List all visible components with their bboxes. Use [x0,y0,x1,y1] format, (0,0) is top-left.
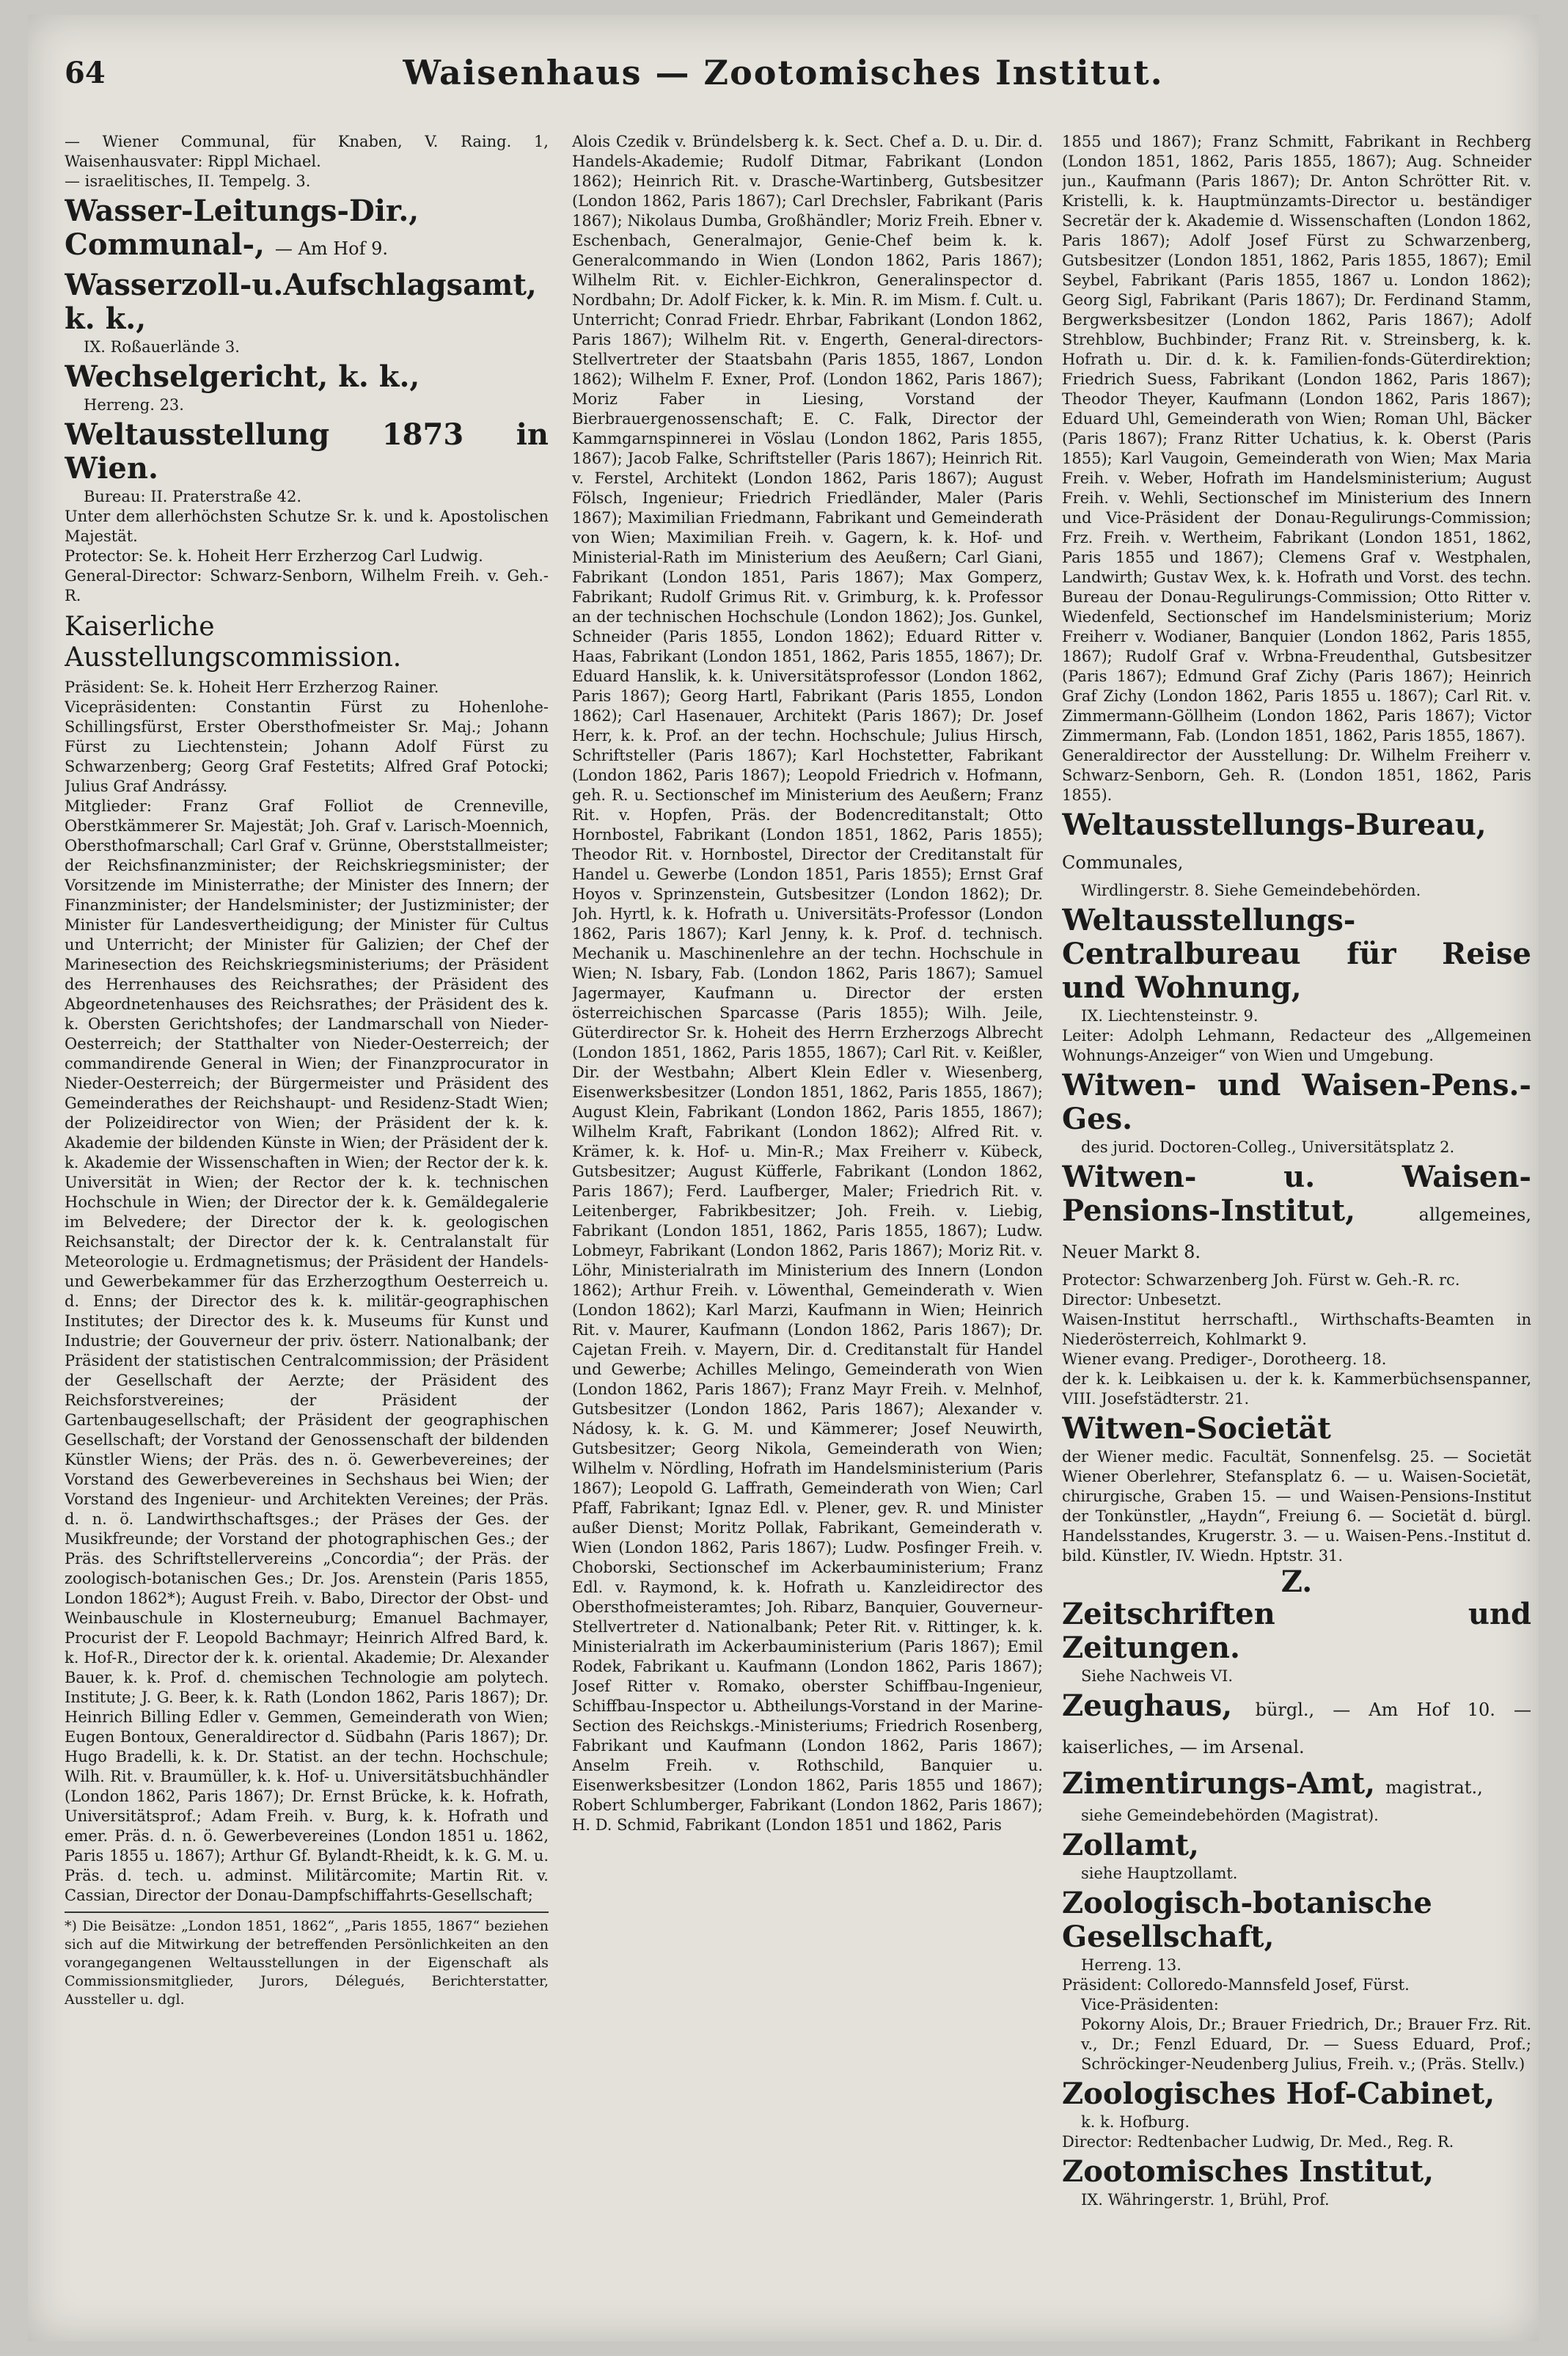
heading-zeughaus [1062,1689,1531,1764]
heading-weltausstellungs-bureau [1062,808,1531,879]
heading-zoologisch-botanisch: Zoologisch-botanische Gesellschaft, [1062,1886,1432,1954]
heading-zeughaus-title: Zeughaus, [1062,1689,1233,1723]
zoologisch-botanisch-praesident: Präsident: Colloredo-Mannsfeld Josef, Fürst. [1062,1976,1410,1994]
heading-zimentirungsamt [1062,1767,1531,1804]
section-letter: Z. [1281,1565,1313,1599]
heading-zeughaus-rest: bürgl., — Am Hof 10. — kaiserliches, — im Arsenal. [1062,1700,1531,1757]
book-page [28,15,1539,2341]
hofcabinet-address: k. k. Hofburg. [1081,2113,1190,2131]
commission-members-continued: Alois Czedik v. Bründelsberg k. k. Sect. Chef a. D. u. Dir. d. Handels-Akademie; Rudolf Ditmar, Fabrikant (London 1862); Heinrich Rit. v. Drasche-Wartinberg, Gutsbesitzer (London 1862, Paris 1867); Carl Drechsler, Fabrikant (Paris 1867); Nikolaus Dumba, Großhändler; Moriz Freih. Ebner v. Eschenbach, Generalmajor, Genie-Chef beim k. k. Generalcommando in Wien (London 1862, Paris 1867); Wilhelm Rit. v. Eichler-Eichkron, Generalinspector d. Nordbahn; Dr. Adolf Ficker, k. k. Min. R. im Mism. f. Cult. u. Unterricht; Conrad Friedr. Ehrbar, Fabrikant (London 1862, Paris 1867); Wilhelm Rit. v. Engerth, General-directors-Stellvertreter der Staatsbahn (Paris 1855, 1867, London 1862); Wilhelm F. Exner, Prof. (London 1862, Paris 1867); Moriz Faber in Liesing, Vorstand der Bierbrauergenossenschaft; E. C. Falk, Director der Kammgarnspinnerei in Vöslau (London 1862, Paris 1855, 1867); Jacob Falke, Schriftsteller (Paris 1867); Heinrich Rit. v. Ferstel, Architekt (London 1862, Paris 1867); August Fölsch, Ingenieur; Friedrich Friedländer, Maler (Paris 1867); Maximilian Friedmann, Fabrikant und Gemeinderath von Wien; Maximilian Freih. v. Gagern, k. k. Hof- und Ministerial-Rath im Ministerium des Aeußern; Carl Giani, Fabrikant (London 1851, Paris 1867); Max Gomperz, Fabrikant; Rudolf Grimus Rit. v. Grimburg, k. k. Professor an der technischen Hochschule (London 1862); Jos. Gunkel, Schneider (Paris 1855, London 1862); Eduard Ritter v. Haas, Fabrikant (London 1851, 1862, Paris 1855, 1867); Dr. Eduard Hanslik, k. k. Universitätsprofessor (London 1862, Paris 1867); Georg Hartl, Fabrikant (Paris 1855, London 1862); Carl Hasenauer, Architekt (Paris 1867); Dr. Josef Herr, k. k. Prof. an der techn. Hochschule; Julius Hirsch, Schriftsteller (Paris 1867); Karl Hochstetter, Fabrikant (London 1862, Paris 1867); Leopold Friedrich v. Hofmann, geh. R. u. Sectionschef im Ministerium des Aeußern; Franz Rit. v. Hopfen, Präs. der Bodencreditanstalt; Otto Hornbostel, Fabrikant (London 1851, 1862, Paris 1855); Theodor Rit. v. Hornbostel, Director der Creditanstalt für Handel u. Gewerbe (London 1851, Paris 1855); Ernst Graf Hoyos v. Sprinzenstein, Gutsbesitzer (London 1862); Dr. Joh. Hyrtl, k. k. Hofrath u. Universitäts-Professor (London 1862, Paris 1867); Karl Jenny, k. k. Prof. d. technisch. Mechanik u. Maschinenlehre an der techn. Hochschule in Wien; N. Isbary, Fab. (London 1862, Paris 1867); Samuel Jagermayer, Kaufmann u. Director der ersten österreichischen Sparcasse (Paris 1855); Wilh. Jeile, Güterdirector Sr. k. Hoheit des Herrn Erzherzogs Albrecht (London 1851, 1862, Paris 1855, 1867); Carl Rit. v. Keißler, Dir. der Westbahn; Albert Klein Edler v. Wiesenberg, Eisenwerksbesitzer (London 1851, 1862, Paris 1855, 1867); August Klein, Fabrikant (London 1862, Paris 1855, 1867); Wilhelm Kraft, Fabrikant (London 1862); Alfred Rit. v. Krämer, k. k. Hof- u. Min-R.; Max Freiherr v. Kübeck, Gutsbesitzer; August Küfferle, Fabrikant (London 1862, Paris 1867); Ferd. Laufberger, Maler; Friedrich Rit. v. Leitenberger, Fabrikbesitzer; Joh. Freih. v. Liebig, Fabrikant (London 1851, 1862, Paris 1855, 1867); Ludw. Lobmeyr, Fabrikant (London 1862, Paris 1867); Moriz Rit. v. Löhr, Ministerialrath im Ministerium des Innern (London 1862); Arthur Freih. v. Löwenthal, Gemeinderath v. Wien (London 1862); Karl Marzi, Kaufmann in Wien; Heinrich Rit. v. Maurer, Kaufmann (London 1862, Paris 1867); Dr. Cajetan Freih. v. Mayern, Dir. d. Creditanstalt für Handel und Gewerbe; Achilles Melingo, Gemeinderath von Wien (London 1862, Paris 1867); Franz Mayr Freih. v. Melnhof, Gutsbesitzer (London 1862, Paris 1867); Alexander v. Nádosy, k. k. G. M. und Kämmerer; Josef Neuwirth, Gutsbesitzer; Georg Nikola, Gemeinderath von Wien; Wilhelm v. Nördling, Hofrath im Handelsministerium (Paris 1867); Leopold G. Laffrath, Gemeinderath von Wien; Carl Pfaff, Fabrikant; Ignaz Edl. v. Plener, gev. R. und Minister außer Dienst; Moritz Pollak, Fabrikant, Gemeinderath v. Wien (London 1862, Paris 1867); Ludw. Posfinger Freih. v. Choborski, Sectionschef im Ackerbauministerium; Franz Edl. v. Raymond, k. k. Hofrath u. Kanzleidirector des Obersthofmeisteramtes; Joh. Ribarz, Banquier, Gouverneur-Stellvertreter d. Nationalbank; Peter Rit. v. Rittinger, k. k. Ministerialrath im Ackerbauministerium (Paris 1867); Emil Rodek, Fabrikant u. Kaufmann (London 1862, Paris 1867); Josef Ritter v. Romako, oberster Schiffbau-Ingenieur, Schiffbau-Inspector u. Abtheilungs-Vorstand in der Marine-Section des Reichskgs.-Ministeriums; Friedrich Rosenberg, Fabrikant und Kaufmann (London 1862, Paris 1867); Anselm Freih. v. Rothschild, Banquier u. Eisenwerksbesitzer (London 1862, Paris 1855 und 1867); Robert Schlumberger, Fabrikant (London 1862, Paris 1867); H. D. Schmid, Fabrikant (London 1851 und 1862, Paris [572,133,1043,1834]
entry-waisenhaus-communal: — Wiener Communal, für Knaben, V. Raing. 1, Waisenhausvater: Rippl Michael. [65,133,549,170]
heading-wechselgericht: Wechselgericht, k. k., [65,359,420,394]
heading-zootomisches-institut: Zootomisches Institut, [1062,2154,1435,2189]
heading-witwen-waisen-pens-ges: Witwen- und Waisen-Pens.-Ges. [1062,1068,1531,1136]
heading-zoologisches-hofcabinet: Zoologisches Hof-Cabinet, [1062,2077,1495,2111]
heading-witwen-societaet: Witwen-Societät [1062,1411,1331,1446]
weltausstellung-schutz: Unter dem allerhöchsten Schutze Sr. k. und k. Apostolischen Majestät. [65,508,549,545]
footnote-rule [65,1911,549,1913]
running-title: Waisenhaus — Zootomisches Institut. [403,53,1164,92]
heading-wasserleitung-address: — Am Hof 9. [274,238,389,259]
heading-pensions-institut-title: Witwen- u. Waisen-Pensions-Institut, [1062,1160,1531,1228]
zollamt-text: siehe Hauptzollamt. [1081,1865,1238,1882]
column-left [65,132,549,2303]
pensions-institut-entry-3: der k. k. Leibkaisen u. der k. k. Kammerbüchsenspanner, VIII. Josefstädterstr. 21. [1062,1370,1531,1408]
commission-vicepraesidenten: Vicepräsidenten: Constantin Fürst zu Hohenlohe-Schillingsfürst, Erster Obersthofmeister Sr. Maj.; Johann Fürst zu Liechtenstein; Johann Adolf Fürst zu Schwarzenberg; Georg Graf Festetits; Alfred Graf Potocki; Julius Graf Andrássy. [65,698,549,795]
heading-zollamt: Zollamt, [1062,1828,1199,1862]
page-number: 64 [65,56,106,90]
zeitschriften-text: Siehe Nachweis VI. [1081,1667,1234,1685]
pensions-institut-entry-2: Wiener evang. Prediger-, Dorotheerg. 18. [1062,1350,1387,1368]
heading-weltausstellungs-bureau-title: Weltausstellungs-Bureau, [1062,808,1487,842]
weltausstellung-bureau: Bureau: II. Praterstraße 42. [84,488,302,505]
zoologisch-botanisch-vize-label: Vice-Präsidenten: [1081,1996,1219,2013]
heading-pensions-institut-rest: allgemeines, Neuer Markt 8. [1062,1204,1531,1262]
footnote: *) Die Beisätze: „London 1851, 1862“, „Paris 1855, 1867“ beziehen sich auf die Mitwirkung der betreffenden Persönlichkeiten an den vorangegangenen Weltausstellungen in der Eigenschaft als Commissionsmitglieder, Jurors, Délegués, Berichterstatter, Aussteller u. dgl. [65,1918,549,2008]
heading-centralbureau: Weltausstellungs-Centralbureau für Reise und Wohnung, [1062,903,1531,1005]
weltausstellung-generaldirector: General-Director: Schwarz-Senborn, Wilhelm Freih. v. Geh.-R. [65,567,549,604]
heading-weltausstellungs-bureau-rest: Communales, [1062,852,1184,873]
witwen-societaet-text: der Wiener medic. Facultät, Sonnenfelsg. 25. — Societät Wiener Oberlehrer, Stefansplatz 6. — u. Waisen-Societät, chirurgische, Graben 15. — und Waisen-Pensions-Institut der Tonkünstler, „Haydn“, Freiung 6. — Societät d. bürgl. Handelsstandes, Krugerstr. 3. — u. Waisen-Pens.-Institut d. bild. Künstler, IV. Wiedn. Hptstr. 31. [1062,1448,1531,1565]
wasserzoll-address: IX. Roßauerlände 3. [84,338,240,356]
column-middle [572,132,1043,2303]
column-right [1062,132,1531,2303]
heading-zimentirungsamt-title: Zimentirungs-Amt, [1062,1766,1376,1801]
heading-pensions-institut [1062,1160,1531,1269]
commission-praesident: Präsident: Se. k. Hoheit Herr Erzherzog Rainer. [65,678,439,696]
hofcabinet-director: Director: Redtenbacher Ludwig, Dr. Med., Reg. R. [1062,2133,1454,2151]
entry-waisenhaus-israel: — israelitisches, II. Tempelg. 3. [65,172,311,190]
zimentirungsamt-text: siehe Gemeindebehörden (Magistrat). [1081,1807,1379,1824]
heading-wasserzoll: Wasserzoll-u.Aufschlagsamt, k. k., [65,268,537,336]
centralbureau-leiter: Leiter: Adolph Lehmann, Redacteur des „Allgemeinen Wohnungs-Anzeiger“ von Wien und Umgebung. [1062,1027,1531,1064]
pensions-institut-entry-1: Waisen-Institut herrschaftl., Wirthschafts-Beamten in Niederösterreich, Kohlmarkt 9. [1062,1311,1531,1348]
centralbureau-address: IX. Liechtensteinstr. 9. [1081,1007,1259,1025]
weltausstellung-protector: Protector: Se. k. Hoheit Herr Erzherzog Carl Ludwig. [65,547,483,565]
commission-mitglieder: Mitglieder: Franz Graf Folliot de Crenneville, Oberstkämmerer Sr. Majestät; Joh. Graf v. Larisch-Moennich, Obersthofmarschall; Carl Graf v. Grünne, Oberststallmeister; der Reichsfinanzminister; der Reichskriegsminister; der Vorsitzende im Ministerrathe; der Minister des Innern; der Finanzminister; der Handelsminister; der Justizminister; der Minister für Landesvertheidigung; der Minister für Cultus und Unterricht; der Minister für Galizien; der Chef der Marinesection des Reichskriegsministeriums; der Präsident des Herrenhauses des Reichsrathes; der Präsident des Abgeordnetenhauses des Reichsrathes; der Präsident des k. k. Obersten Gerichtshofes; der Landmarschall von Nieder-Oesterreich; der Statthalter von Nieder-Oesterreich; der commandirende General in Wien; der Finanzprocurator in Nieder-Oesterreich; der Bürgermeister und Präsident des Gemeinderathes der Reichshaupt- und Residenz-Stadt Wien; der Polizeidirector von Wien; der Präsident der k. k. Akademie der bildenden Künste in Wien; der Präsident der k. k. Akademie der Wissenschaften in Wien; der Rector der k. k. Universität in Wien; der Rector der k. k. technischen Hochschule in Wien; der Director der k. k. Gemäldegalerie im Belvedere; der Director der k. k. geologischen Reichsanstalt; der Director der k. k. Centralanstalt für Meteorologie u. Erdmagnetismus; der Präsident der Handels- und Gewerbekammer für das Erzherzogthum Oesterreich u. d. Enns; der Director des k. k. militär-geographischen Institutes; der Director des k. k. Museums für Kunst und Industrie; der Gouverneur der priv. österr. Nationalbank; der Präsident der statistischen Centralcommission; der Präsident der Gesellschaft der Aerzte; der Präsident des Reichsforstvereines; der Präsident der Gartenbaugesellschaft; der Präsident der geographischen Gesellschaft; der Vorstand der Genossenschaft der bildenden Künstler Wiens; der Präs. des n. ö. Gewerbevereines; der Vorstand des Gewerbevereines in Sechshaus bei Wien; der Vorstand des Ingenieur- und Architekten Vereines; der Präs. d. n. ö. Landwirthschaftsges.; der Präses der Ges. der Musikfreunde; der Vorstand der photographischen Ges.; der Präs. des Schriftstellervereins „Concordia“; der Präs. der zoologisch-botanischen Ges.; Dr. Jos. Arenstein (Paris 1855, London 1862*); August Freih. v. Babo, Director der Obst- und Weinbauschule in Klosterneuburg; Emanuel Bachmayer, Procurist der F. Leopold Bachmayr; Heinrich Alfred Bard, k. k. Hof-R., Director der k. k. oriental. Akademie; Dr. Alexander Bauer, k. k. Prof. d. chemischen Technologie am polytech. Institute; J. G. Beer, k. k. Rath (London 1862, Paris 1867); Dr. Heinrich Billing Edler v. Gemmen, Gemeinderath von Wien; Eugen Bontoux, Generaldirector d. Südbahn (Paris 1867); Dr. Hugo Bradelli, k. k. Dr. Statist. an der techn. Hochschule; Wilh. Rit. v. Braumüller, k. k. Hof- u. Universitätsbuchhändler (London 1862, Paris 1867); Dr. Ernst Brücke, k. k. Hofrath, Universitätsprof.; Adam Freih. v. Burg, k. k. Hofrath und emer. Präs. d. n. ö. Gewerbevereines (London 1851 u. 1862, Paris 1855 u. 1867); Arthur Gf. Bylandt-Rheidt, k. k. G. M. u. Präs. d. tech. u. adminst. Militärcomite; Martin Rit. v. Cassian, Director der Donau-Dampfschiffahrts-Gesellschaft; [65,797,549,1904]
commission-members-end: 1855 und 1867); Franz Schmitt, Fabrikant in Rechberg (London 1851, 1862, Paris 1855, 1867); Aug. Schneider jun., Kaufmann (Paris 1867); Dr. Anton Schrötter Rit. v. Kristelli, k. k. Hauptmünzamts-Director u. beständiger Secretär der k. Akademie d. Wissenschaften (London 1862, Paris 1867); Adolf Josef Fürst zu Schwarzenberg, Gutsbesitzer (London 1851, 1862, Paris 1855, 1867); Emil Seybel, Fabrikant (Paris 1855, 1867 u. London 1862); Georg Sigl, Fabrikant (Paris 1867); Dr. Ferdinand Stamm, Bergwerksbesitzer (London 1862, Paris 1867); Adolf Strehblow, Buchbinder; Franz Rit. v. Streinsberg, k. k. Hofrath u. Dir. d. k. k. Familien-fonds-Güterdirektion; Friedrich Suess, Fabrikant (London 1862, Paris 1867); Theodor Theyer, Kaufmann (London 1862, Paris 1867); Eduard Uhl, Gemeinderath von Wien; Roman Uhl, Bäcker (Paris 1867); Franz Ritter Uchatius, k. k. Oberst (Paris 1855); Karl Vaugoin, Gemeinderath von Wien; Max Maria Freih. v. Weber, Hofrath im Handelsministerium; August Freih. v. Wehli, Sectionschef im Ministerium des Innern und Vice-Präsident der Donau-Regulirungs-Commission; Frz. Freih. v. Wertheim, Fabrikant (London 1851, 1862, Paris 1855 und 1867); Clemens Graf v. Westphalen, Landwirth; Gustav Wex, k. k. Hofrath und Vorst. des techn. Bureau der Donau-Regulirungs-Commission; Otto Ritter v. Wiedenfeld, Sectionschef im Handelsministerium; Moriz Freiherr v. Wodianer, Banquier (London 1862, Paris 1855, 1867); Rudolf Graf v. Wrbna-Freudenthal, Gutsbesitzer (Paris 1867); Edmund Graf Zichy (Paris 1867); Heinrich Graf Zichy (London 1862, Paris 1855 u. 1867); Carl Rit. v. Zimmermann-Göllheim (London 1862, Paris 1867); Victor Zimmermann, Fab. (London 1851, 1862, Paris 1855, 1867). [1062,133,1531,745]
wechselgericht-address: Herreng. 23. [84,396,184,414]
zoologisch-botanisch-vize-names: Pokorny Alois, Dr.; Brauer Friedrich, Dr.; Brauer Frz. Rit. v., Dr.; Fenzl Eduard, Dr. — Suess Eduard, Prof.; Schröckinger-Neudenberg Julius, Freih. v.; (Präs. Stellv.) [1081,2016,1531,2073]
pensions-institut-protector: Protector: Schwarzenberg Joh. Fürst w. Geh.-R. rc. [1062,1271,1460,1289]
witwen-waisen-pens-ges-text: des jurid. Doctoren-Colleg., Universitätsplatz 2. [1081,1138,1455,1156]
heading-weltausstellung: Weltausstellung 1873 in Wien. [65,417,549,486]
zoologisch-botanisch-address: Herreng. 13. [1081,1956,1182,1974]
zootomisches-institut-address: IX. Währingerstr. 1, Brühl, Prof. [1081,2191,1330,2209]
heading-zimentirungsamt-rest: magistrat., [1385,1777,1483,1798]
pensions-institut-director: Director: Unbesetzt. [1062,1291,1222,1309]
heading-wasserleitung [65,194,549,266]
generaldirector-ausstellung: Generaldirector der Ausstellung: Dr. Wilhelm Freiherr v. Schwarz-Senborn, Geh. R. (London 1851, 1862, Paris 1855). [1062,747,1531,804]
heading-kaiserliche-commission: Kaiserliche Ausstellungscommission. [65,612,402,673]
weltausstellungs-bureau-address: Wirdlingerstr. 8. Siehe Gemeindebehörden. [1081,882,1421,899]
heading-zeitschriften: Zeitschriften und Zeitungen. [1062,1597,1531,1665]
heading-wasserleitung-title: Wasser-Leitungs-Dir., Communal-, [65,194,420,262]
